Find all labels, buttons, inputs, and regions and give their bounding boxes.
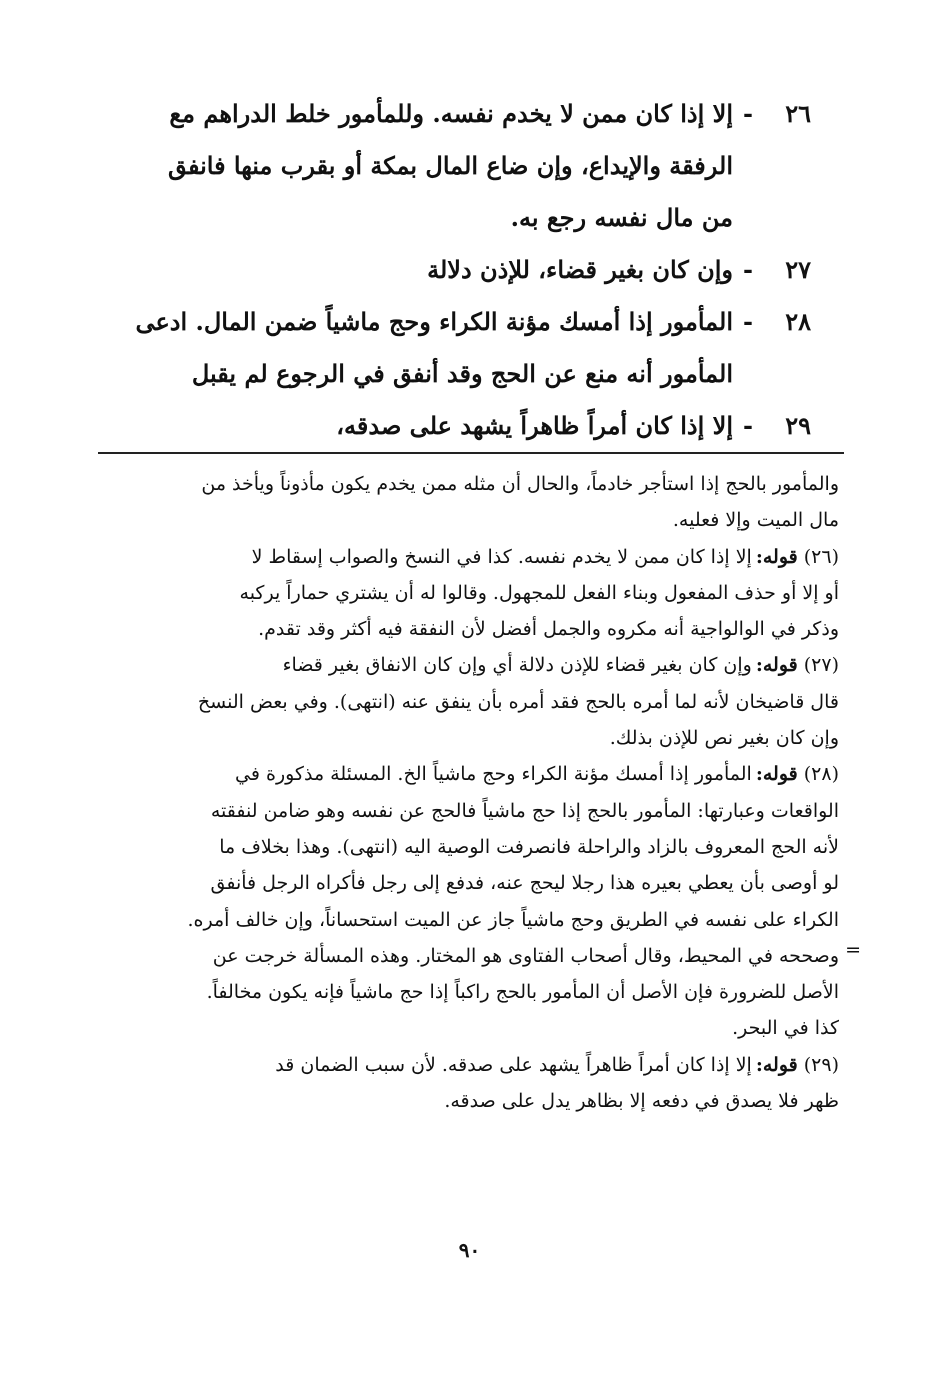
- commentary-text: وذكر في الوالواجية أنه مكروه والجمل أفضل لأن النفقة فيه أكثر وقد تقدم.: [258, 618, 839, 641]
- main-line: [111, 140, 811, 192]
- item-text: المأمور إذا أمسك مؤنة الكراء وحج ماشياً ضمن المال. ادعى: [135, 307, 733, 336]
- commentary-text: الأصل للضرورة فإن الأصل أن المأمور بالحج راكباً إذا حج ماشياً فإنه يكون مخالفاً.: [206, 981, 839, 1004]
- item-continuation: من مال نفسه رجع به.: [510, 203, 733, 232]
- commentary-text: وإن كان بغير نص للإذن بذلك.: [609, 727, 839, 750]
- commentary-text: الكراء على نفسه في الطريق وحج ماشياً جاز عن الميت استحساناً، وإن خالف أمره.: [187, 908, 839, 931]
- commentary-text: مال الميت وإلا فعليه.: [672, 509, 839, 532]
- main-line: [111, 348, 811, 400]
- item-number: ٢٩: [785, 411, 811, 440]
- item-number: ٢٨: [785, 307, 811, 336]
- item-text: إلا إذا كان ممن لا يخدم نفسه. وللمأمور خلط الدراهم مع: [169, 99, 733, 128]
- commentary-line: [95, 575, 839, 611]
- commentary-line: [95, 829, 839, 865]
- commentary-block: [95, 466, 861, 1119]
- item-dash: -: [743, 99, 753, 128]
- item-continuation: المأمور أنه منع عن الحج وقد أنفق في الرجوع لم يقبل: [191, 359, 733, 388]
- note-label: قوله:: [755, 763, 798, 786]
- page-number: ٩٠: [458, 1238, 481, 1262]
- commentary-line: [95, 756, 839, 792]
- commentary-line: [95, 1083, 839, 1119]
- continuation-mark: =: [845, 939, 861, 961]
- commentary-line: [95, 902, 839, 938]
- commentary-line: [95, 611, 839, 647]
- main-line: [111, 400, 811, 452]
- commentary-line: [95, 502, 839, 538]
- commentary-text: وإن كان بغير قضاء للإذن دلالة أي وإن كان الانفاق بغير قضاء: [282, 654, 752, 677]
- item-dash: -: [743, 307, 753, 336]
- item-number: ٢٧: [785, 255, 811, 284]
- commentary-text: الواقعات وعبارتها: المأمور بالحج إذا حج ماشياً فالحج عن نفسه وهو ضامن لنفقته: [210, 799, 839, 822]
- note-number: (٢٩): [803, 1053, 839, 1076]
- commentary-text: إلا إذا كان ممن لا يخدم نفسه. كذا في النسخ والصواب إسقاط لا: [251, 545, 752, 568]
- note-label: قوله:: [755, 1053, 798, 1076]
- note-number: (٢٧): [803, 654, 839, 677]
- main-line: [111, 88, 811, 140]
- commentary-text: إلا إذا كان أمراً ظاهراً يشهد على صدقه. لأن سبب الضمان قد: [275, 1053, 752, 1076]
- commentary-line: [95, 647, 839, 683]
- item-text: وإن كان بغير قضاء، للإذن دلالة: [427, 255, 733, 284]
- commentary-text: قال قاضيخان لأنه لما أمره بالحج فقد أمره بأن ينفق عنه (انتهى). وفي بعض النسخ: [197, 690, 839, 713]
- commentary-line: [95, 720, 839, 756]
- item-dash: -: [743, 255, 753, 284]
- footnote-divider: [98, 452, 844, 454]
- commentary-line: [95, 938, 839, 974]
- main-line: [111, 244, 811, 296]
- main-line: [111, 192, 811, 244]
- note-label: قوله:: [755, 654, 798, 677]
- commentary-line: [95, 684, 839, 720]
- note-number: (٢٦): [803, 545, 839, 568]
- commentary-line: [95, 539, 839, 575]
- item-text: إلا إذا كان أمراً ظاهراً يشهد على صدقه،: [336, 411, 733, 440]
- commentary-line: [95, 1047, 839, 1083]
- commentary-text: كذا في البحر.: [732, 1017, 839, 1040]
- commentary-line: [95, 865, 839, 901]
- commentary-line: [95, 1010, 839, 1046]
- commentary-text: أو إلا أو حذف المفعول وبناء الفعل للمجهول. وقالوا له أن يشتري حماراً يركبه: [239, 581, 839, 604]
- note-label: قوله:: [755, 545, 798, 568]
- note-number: (٢٨): [803, 763, 839, 786]
- main-text: [111, 88, 811, 452]
- commentary-text: والمأمور بالحج إذا استأجر خادماً، والحال أن مثله ممن يخدم يكون مأذوناً ويأخذ من: [201, 473, 839, 495]
- commentary-text: وصححه في المحيط، وقال أصحاب الفتاوى هو المختار. وهذه المسألة خرجت عن: [212, 944, 839, 967]
- commentary-text: ظهر فلا يصدق في دفعه إلا بظاهر يدل على صدقه.: [444, 1090, 839, 1113]
- item-continuation: الرفقة والإيداع، وإن ضاع المال بمكة أو بقرب منها فانفق: [167, 151, 733, 180]
- commentary-text: لأنه الحج المعروف بالزاد والراحلة فانصرفت الوصية اليه (انتهى). وهذا بخلاف ما: [219, 835, 839, 858]
- commentary-line: [95, 974, 839, 1010]
- item-dash: -: [743, 411, 753, 440]
- commentary-line: [95, 793, 839, 829]
- item-number: ٢٦: [785, 99, 811, 128]
- main-line: [111, 296, 811, 348]
- commentary-line: [95, 466, 839, 502]
- commentary-text: لو أوصى بأن يعطي بعيره هذا رجلا ليحج عنه، فدفع إلى رجل فأكراه الرجل فأنفق: [210, 872, 839, 895]
- commentary-text: المأمور إذا أمسك مؤنة الكراء وحج ماشياً الخ. المسئلة مذكورة في: [235, 763, 752, 786]
